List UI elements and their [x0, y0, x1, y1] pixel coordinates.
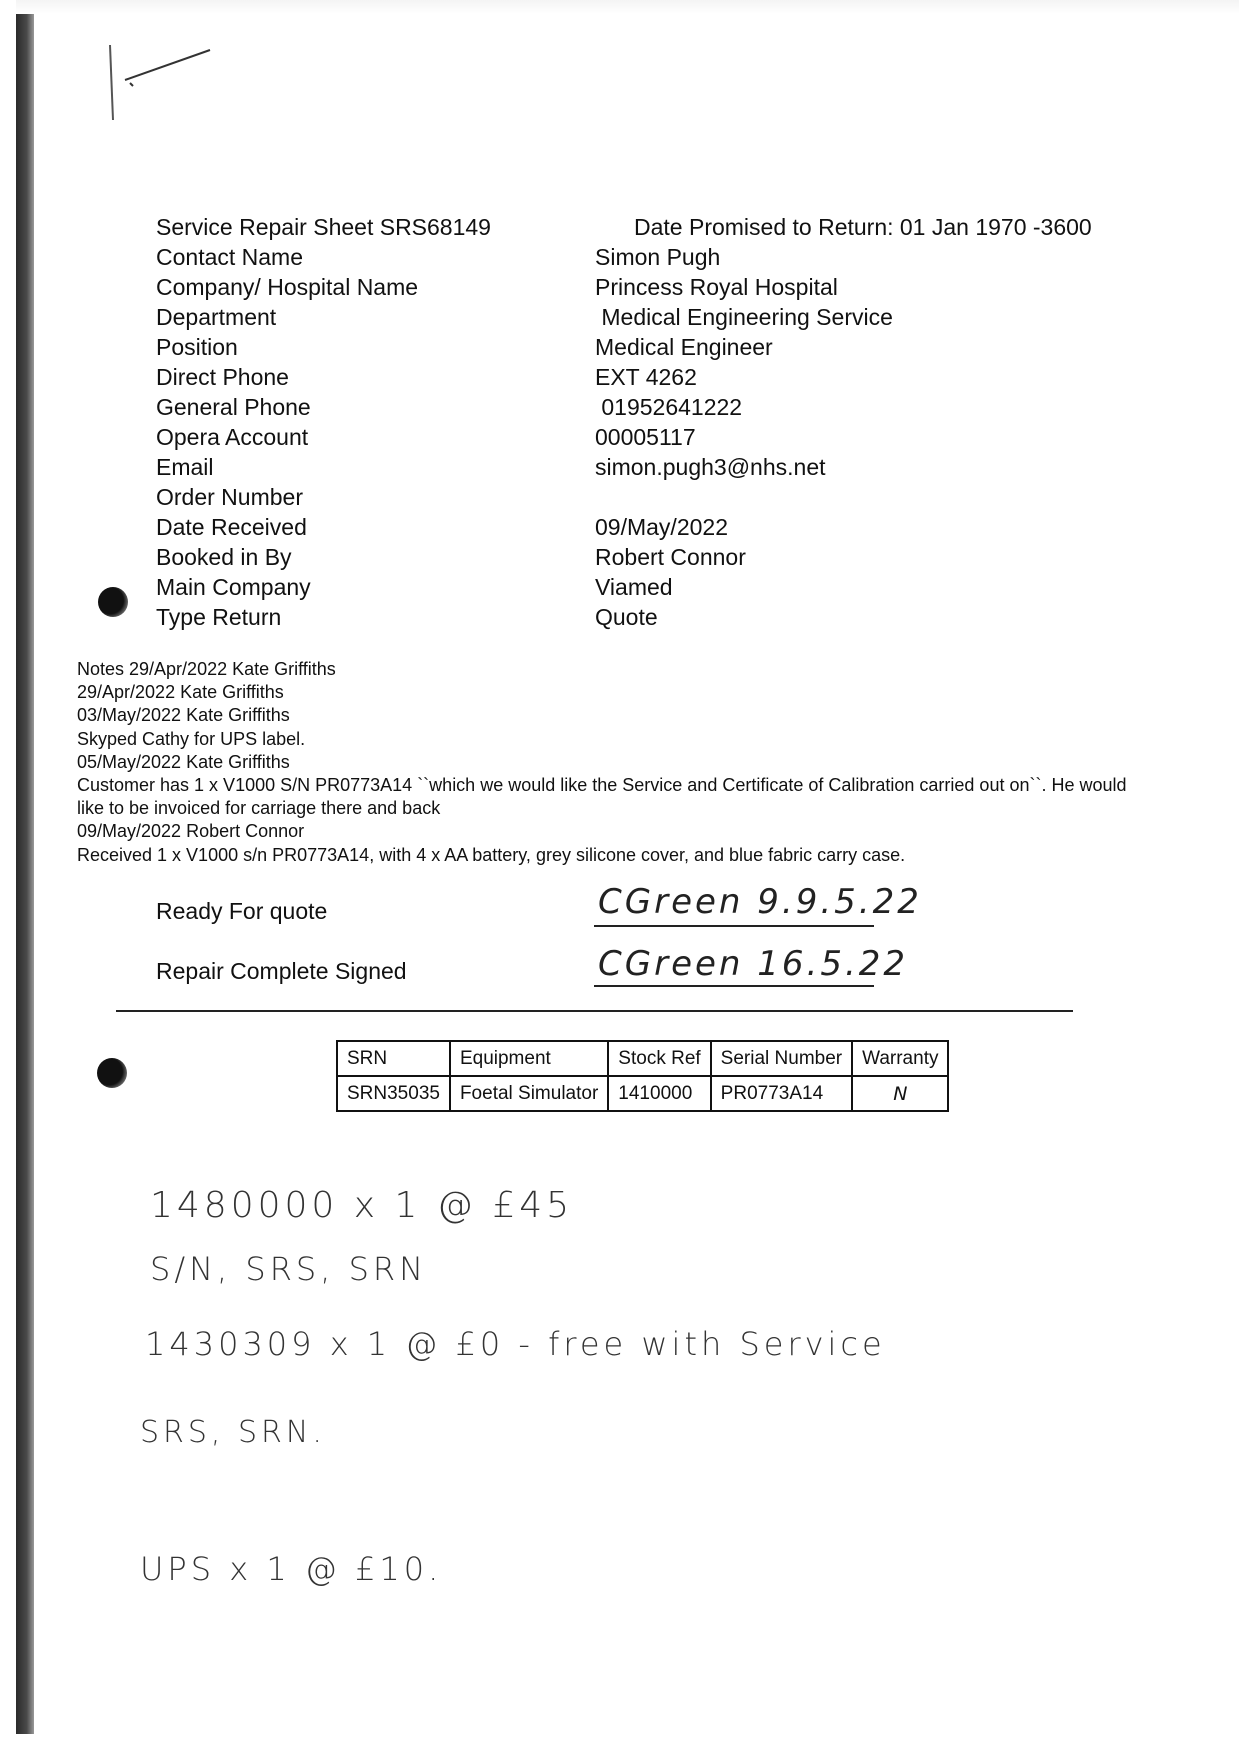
column-header: Stock Ref [608, 1041, 710, 1076]
note-line: Skyped Cathy for UPS label. [77, 728, 306, 749]
field-label: Direct Phone [156, 364, 289, 390]
scan-top-edge [16, 0, 1239, 14]
field-label: General Phone [156, 394, 311, 420]
column-header: Serial Number [711, 1041, 852, 1076]
note-line: Received 1 x V1000 s/n PR0773A14, with 4 x AA battery, grey silicone cover, and blue fabric carry case. [77, 844, 906, 865]
field-label: Email [156, 454, 214, 480]
note-line: like to be invoiced for carriage there and back [77, 798, 441, 819]
column-header: Warranty [852, 1041, 948, 1076]
field-value: Medical Engineering Service [595, 304, 893, 330]
field-label: Booked in By [156, 544, 292, 570]
equipment-table [336, 1040, 949, 1112]
field-value: Robert Connor [595, 544, 746, 570]
field-row [156, 302, 1156, 332]
field-value: simon.pugh3@nhs.net [595, 454, 826, 480]
field-row [156, 512, 1156, 542]
note-line: 09/May/2022 Robert Connor [77, 821, 305, 842]
note-line: 05/May/2022 Kate Griffiths [77, 751, 290, 772]
ready-for-quote-label: Ready For quote [156, 898, 328, 924]
date-promised: Date Promised to Return: 01 Jan 1970 -3600 [634, 214, 1092, 240]
table-cell: PR0773A14 [711, 1076, 852, 1111]
field-value: 09/May/2022 [595, 514, 728, 540]
handwritten-line: SRS, SRN. [140, 1415, 326, 1450]
field-row [156, 272, 1156, 302]
field-label: Position [156, 334, 238, 360]
note-line: 03/May/2022 Kate Griffiths [77, 705, 290, 726]
field-value: EXT 4262 [595, 364, 697, 390]
table-row [337, 1076, 948, 1111]
punch-hole-top [98, 587, 128, 617]
section-divider [116, 1010, 1073, 1012]
header-row [156, 212, 1156, 242]
field-row [156, 242, 1156, 272]
scan-left-edge [16, 14, 34, 1734]
sheet-title: Service Repair Sheet SRS68149 [156, 214, 491, 240]
field-row [156, 482, 1156, 512]
table-cell: 1410000 [608, 1076, 710, 1111]
complete-signature-underline [594, 985, 874, 987]
handwritten-line: S/N, SRS, SRN [150, 1250, 428, 1288]
field-row [156, 362, 1156, 392]
field-label: Date Received [156, 514, 307, 540]
handwritten-line: 1430309 x 1 @ £0 - free with Service [145, 1325, 886, 1363]
field-row [156, 332, 1156, 362]
field-value: Princess Royal Hospital [595, 274, 838, 300]
ready-signature-underline [594, 925, 874, 927]
field-row [156, 392, 1156, 422]
note-line: 29/Apr/2022 Kate Griffiths [77, 682, 284, 703]
table-header-row [337, 1041, 948, 1076]
field-value: Medical Engineer [595, 334, 773, 360]
field-value: Quote [595, 604, 658, 630]
field-label: Company/ Hospital Name [156, 274, 419, 300]
corner-pen-mark [100, 40, 220, 130]
note-line: Customer has 1 x V1000 S/N PR0773A14 ``which we would like the Service and Certificate of Calibration carried out on``. He would [77, 774, 1127, 795]
field-label: Department [156, 304, 277, 330]
field-row [156, 542, 1156, 572]
note-line: Notes 29/Apr/2022 Kate Griffiths [77, 659, 336, 679]
table-cell: N [852, 1076, 948, 1111]
field-value: 00005117 [595, 424, 696, 450]
field-label: Contact Name [156, 244, 304, 270]
handwritten-line: UPS x 1 @ £10. [140, 1550, 443, 1588]
repair-complete-label: Repair Complete Signed [156, 958, 407, 984]
field-row [156, 452, 1156, 482]
field-row [156, 422, 1156, 452]
table-cell: Foetal Simulator [450, 1076, 608, 1111]
table-cell: SRN35035 [337, 1076, 450, 1111]
field-value: Viamed [595, 574, 673, 600]
handwritten-line: 1480000 x 1 @ £45 [150, 1185, 574, 1226]
field-value: Simon Pugh [595, 244, 721, 270]
field-row [156, 572, 1156, 602]
notes-section [77, 658, 1239, 867]
field-label: Order Number [156, 484, 303, 510]
ready-for-quote-signature: CGreen 9.9.5.22 [598, 882, 922, 922]
field-value: 01952641222 [595, 394, 743, 420]
field-label: Type Return [156, 604, 282, 630]
repair-complete-signature: CGreen 16.5.22 [598, 944, 909, 984]
column-header: Equipment [450, 1041, 608, 1076]
field-label: Opera Account [156, 424, 309, 450]
column-header: SRN [337, 1041, 450, 1076]
field-row [156, 602, 1156, 632]
field-label: Main Company [156, 574, 311, 600]
punch-hole-bottom [97, 1058, 127, 1088]
